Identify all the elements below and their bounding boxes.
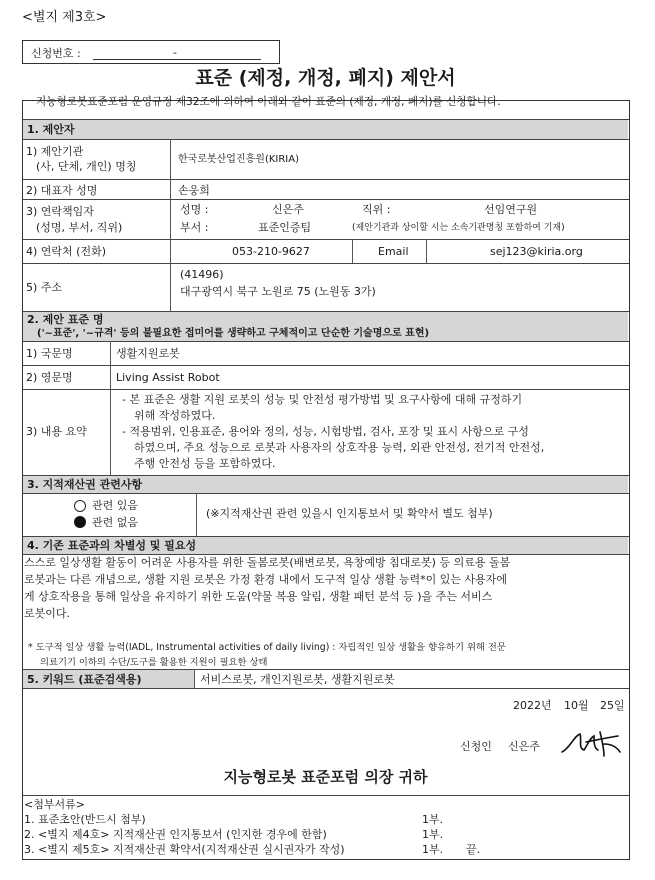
summary-line: - 본 표준은 생활 지원 로봇의 성능 및 안전성 평가방법 및 요구사항에 대해 규정하기	[122, 393, 523, 406]
section2-header	[23, 311, 628, 341]
position-label: 직위 :	[362, 203, 391, 216]
dept-value: 표준인증팀	[258, 221, 312, 234]
section4-heading: 4. 기존 표준과의 차별성 및 필요성	[27, 539, 197, 552]
rep-value: 손웅희	[178, 184, 210, 197]
end-mark: 끝.	[466, 843, 481, 856]
section4-header	[23, 536, 628, 554]
section1-heading: 1. 제안자	[27, 123, 75, 136]
option-related: 관련 있음	[92, 499, 139, 512]
rep-label: 2) 대표자 성명	[26, 184, 98, 197]
applicant-name: 신은주	[508, 740, 540, 753]
attachments-label: <첨부서류>	[24, 798, 85, 811]
org-label-sub: (사, 단체, 개인) 명칭	[36, 160, 137, 173]
section2-subheading: ('~표준', '~규격' 등의 불필요한 접미어를 생략하고 구체적이고 단순한 기술명으로 표현)	[37, 328, 430, 339]
application-no-underline	[93, 59, 261, 60]
summary-label: 3) 내용 요약	[26, 425, 87, 438]
org-label: 1) 제안기관	[26, 145, 84, 158]
section3-heading: 3. 지적재산권 관련사항	[27, 478, 143, 491]
section4-footnote: * 도구적 일상 생활 능력(IADL, Instrumental activities of daily living) : 자립적인 일상 생활을 향유하기 위해 전문	[28, 642, 506, 653]
attachment-item: 1. 표준초안(반드시 첨부)	[24, 813, 146, 826]
email-label: Email	[378, 245, 409, 258]
section4-body-line: 스스로 일상생활 활동이 어려운 사용자를 위한 돌봄로봇(배변로봇, 욕창예방 침대로봇) 등 의료용 돌봄	[24, 556, 511, 569]
form-title: 표준 (제정, 개정, 폐지) 제안서	[195, 67, 456, 89]
section3-header	[23, 475, 628, 493]
name-value: 신은주	[272, 203, 304, 216]
attachment-item: 3. <별지 제5호> 지적재산권 확약서(지적재산권 실시권자가 작성)	[24, 843, 345, 856]
recipient: 지능형로봇 표준포럼 의장 귀하	[223, 768, 428, 786]
annex-label: <별지 제3호>	[22, 10, 107, 25]
org-value: 한국로봇산업진흥원(KIRIA)	[178, 154, 299, 165]
option-unrelated: 관련 없음	[92, 516, 139, 529]
attachment-count: 1부.	[422, 813, 444, 826]
addr-value: 대구광역시 북구 노원로 75 (노원동 3가)	[180, 285, 376, 298]
name-label: 성명 :	[180, 203, 209, 216]
signature-icon	[560, 726, 624, 760]
section4-body-line: 로봇이다.	[24, 607, 71, 620]
summary-line: 하였으며, 주요 성능으로 로봇과 사용자의 상호작용 능력, 외관 안전성, 전기적 안전성,	[134, 441, 545, 454]
section4-body-line: 게 상호작용을 통해 일상을 유지하기 위한 도움(약물 복용 알림, 생활 패턴 분석 등 )을 주는 서비스	[24, 590, 493, 603]
section5-heading: 5. 키워드 (표준검색용)	[27, 673, 142, 686]
keywords-value: 서비스로봇, 개인지원로봇, 생활지원로봇	[200, 673, 395, 686]
section1-header	[23, 119, 628, 139]
section2-heading: 2. 제안 표준 명	[27, 313, 104, 326]
addr-label: 5) 주소	[26, 281, 63, 294]
date-day: 25일	[600, 699, 625, 712]
section4-body-line: 로봇과는 다른 개념으로, 생활 지원 로봇은 가정 환경 내에서 도구적 일상 생활 능력*이 있는 사용자에	[24, 573, 507, 586]
application-no-box	[22, 40, 280, 64]
contact-label: 3) 연락책임자	[26, 205, 94, 218]
contact-label-sub: (성명, 부서, 직위)	[36, 221, 123, 234]
kr-name-label: 1) 국문명	[26, 347, 73, 360]
dept-label: 부서 :	[180, 221, 209, 234]
form-intro: 지능형로봇표준포럼 운영규정 제32조에 의하여 아래와 같이 표준의 (제정, 개정, 폐지)를 신청합니다.	[36, 96, 501, 108]
kr-name-value: 생활지원로봇	[116, 347, 180, 360]
position-value: 선임연구원	[484, 203, 538, 216]
en-name-label: 2) 영문명	[26, 371, 73, 384]
en-name-value: Living Assist Robot	[116, 371, 220, 384]
application-no-label: 신청번호 :	[31, 47, 81, 60]
attachment-count: 1부.	[422, 828, 444, 841]
date-year: 2022년	[513, 699, 552, 712]
applicant-label: 신청인	[460, 740, 492, 753]
date-month: 10월	[564, 699, 589, 712]
summary-line: - 적용범위, 인용표준, 용어와 정의, 성능, 시험방법, 검사, 포장 및 표시 사항으로 구성	[122, 425, 529, 438]
ip-note: (※지적재산권 관련 있을시 인지통보서 및 확약서 별도 첨부)	[206, 507, 493, 520]
attachment-item: 2. <별지 제4호> 지적재산권 인지통보서 (인지한 경우에 한함)	[24, 828, 327, 841]
email-value: sej123@kiria.org	[490, 245, 583, 258]
radio-filled-icon[interactable]	[74, 516, 86, 528]
dept-note: (제안기관과 상이할 시는 소속기관명칭 포함하여 기재)	[352, 223, 565, 233]
summary-line: 주행 안전성 등을 포함하였다.	[134, 457, 276, 470]
attachment-count: 1부.	[422, 843, 444, 856]
phone-label: 4) 연락처 (전화)	[26, 245, 106, 258]
radio-empty-icon[interactable]	[74, 500, 86, 512]
section5-header	[23, 670, 194, 688]
application-no-value: -	[173, 46, 177, 59]
summary-line: 위해 작성하였다.	[134, 409, 216, 422]
section4-footnote: 의료기기 이하의 수단/도구를 활용한 지원이 필요한 상태	[40, 657, 268, 668]
phone-value: 053-210-9627	[232, 245, 310, 258]
addr-postcode: (41496)	[180, 268, 224, 281]
